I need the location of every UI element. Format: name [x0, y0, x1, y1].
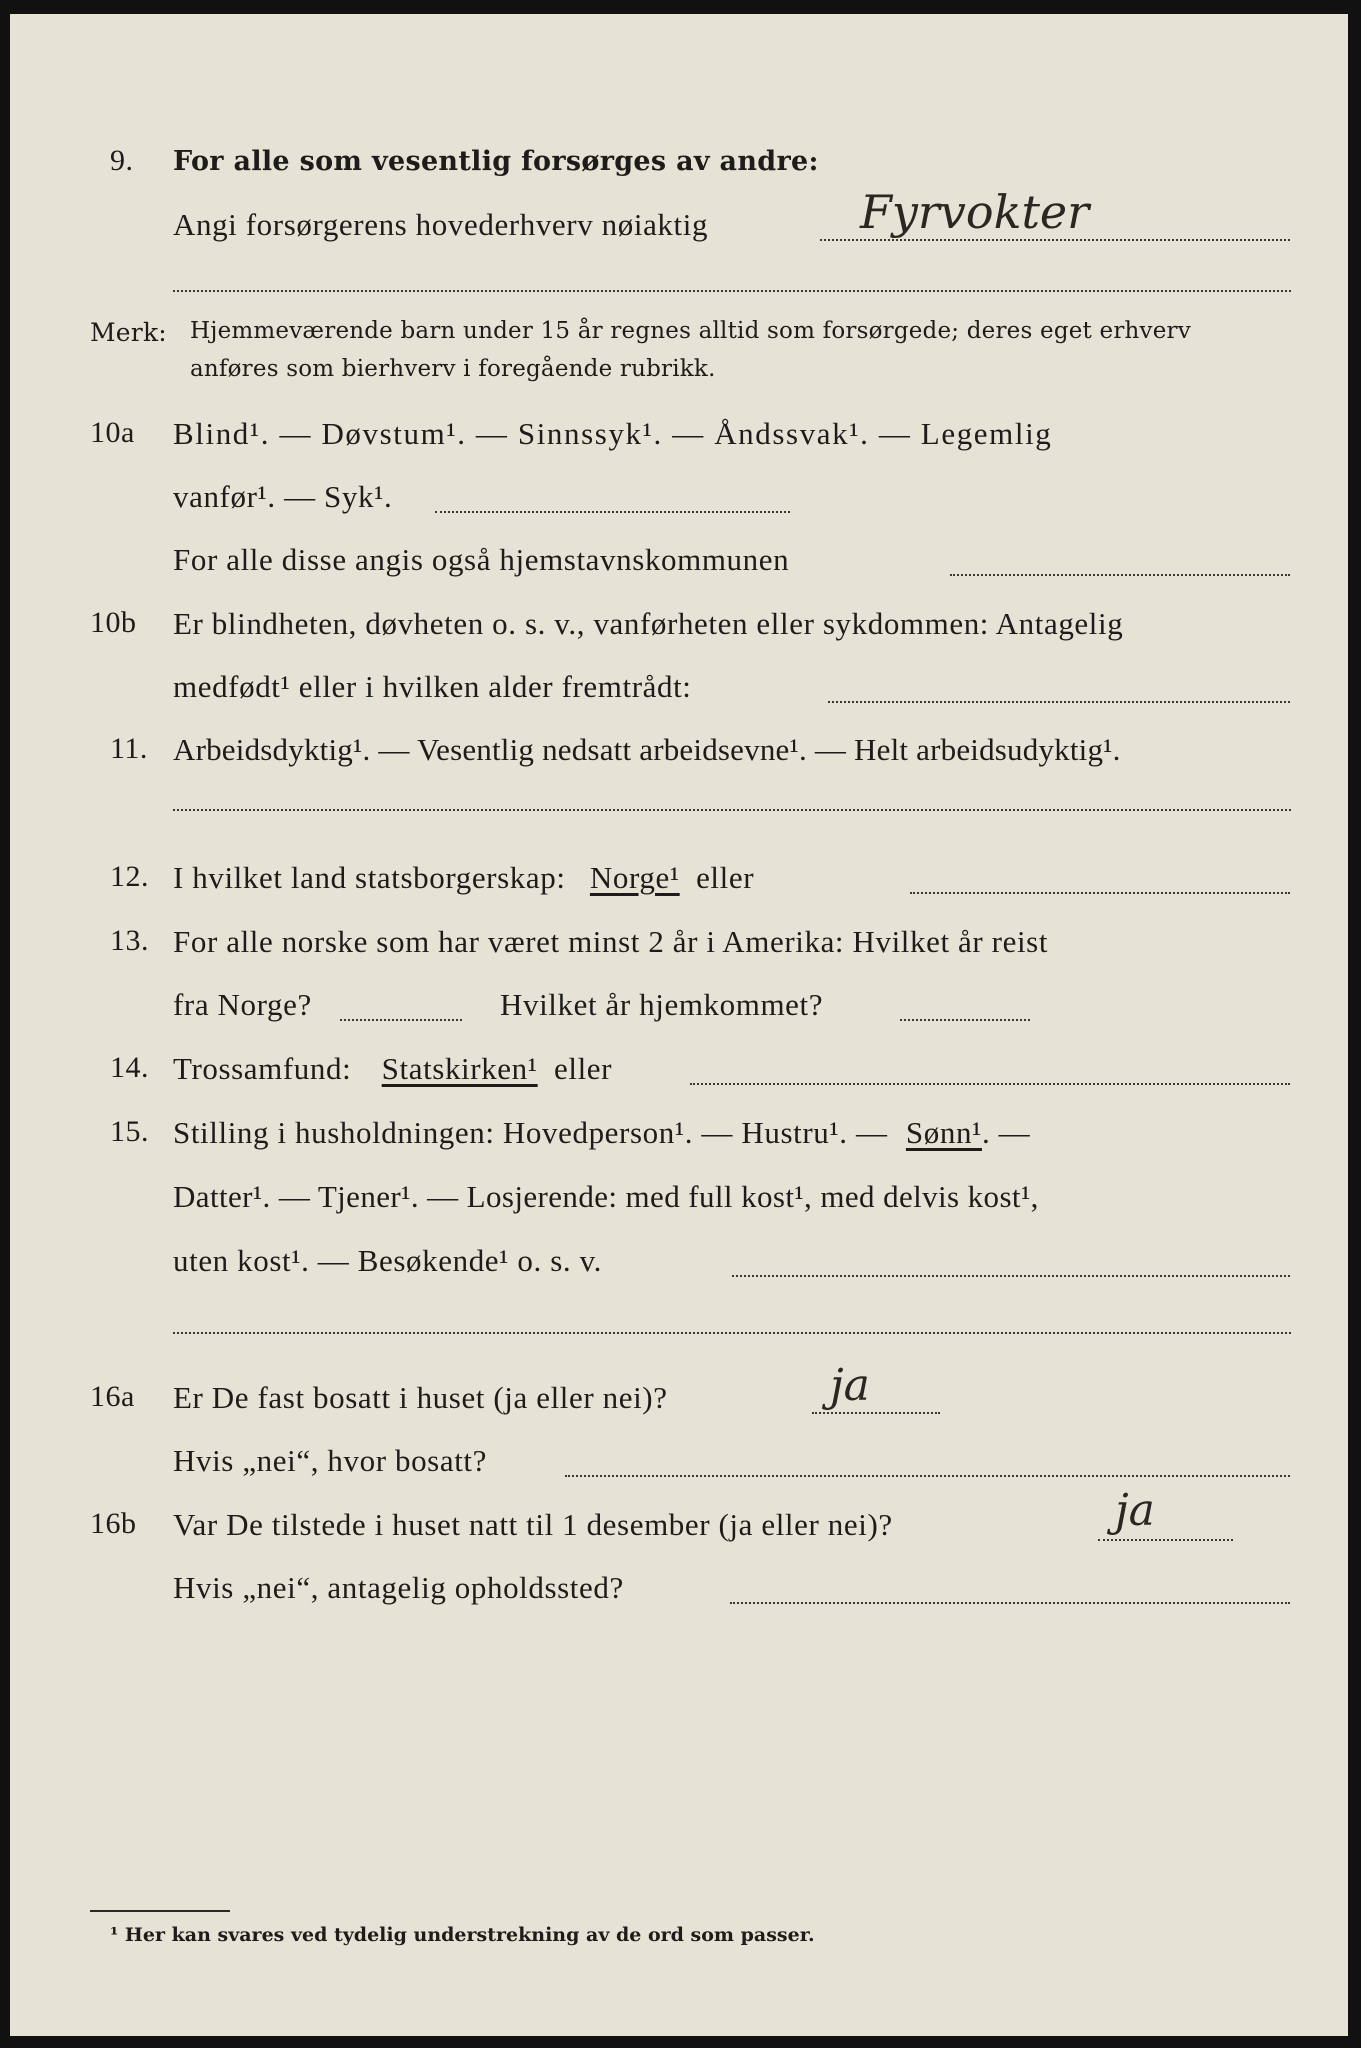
q14-suffix: eller [554, 1051, 613, 1086]
q10b-line2 [10, 659, 1348, 715]
q15-extra-line[interactable] [173, 1332, 1291, 1334]
q14-line [10, 1041, 1348, 1097]
q13-line2 [10, 977, 1348, 1033]
q15-line3 [10, 1233, 1348, 1289]
q13-right-prompt: Hvilket år hjemkommet? [500, 987, 824, 1022]
q16a-number: 16a [90, 1380, 135, 1413]
q16a-line1 [10, 1360, 1348, 1426]
q13-year-returned-line[interactable] [900, 1019, 1030, 1021]
q11-number: 11. [110, 732, 148, 765]
q16b-line1 [10, 1485, 1348, 1553]
q9-answer-handwritten: Fyrvokter [860, 185, 1090, 239]
q15-option-sonn[interactable]: Sønn¹ [905, 1115, 982, 1150]
q16b-line2 [10, 1560, 1348, 1616]
merk-label: Merk: [90, 318, 167, 347]
q11-extra-line[interactable] [173, 809, 1291, 811]
q10a-number: 10a [90, 416, 135, 449]
q10a-line2 [10, 469, 1348, 525]
q9-number: 9. [110, 144, 134, 177]
q11-line1 [10, 722, 1348, 778]
footnote: ¹ Her kan svares ved tydelig understrekning av de ord som passer. [110, 1924, 815, 1946]
merk-text-2: anføres som bierhverv i foregående rubrikk. [190, 356, 716, 382]
q15-options-1c: . — [981, 1115, 1031, 1150]
q12-line [10, 850, 1348, 906]
q10a-options-2: vanfør¹. — Syk¹. [173, 479, 393, 514]
q10a-line3 [10, 532, 1348, 588]
q15-options-2: Datter¹. — Tjener¹. — Losjerende: med full kost¹, med delvis kost¹, [173, 1179, 1039, 1214]
q12-prompt [173, 860, 754, 896]
q10b-prompt: medfødt¹ eller i hvilken alder fremtrådt: [173, 669, 692, 704]
q10b-question: Er blindheten, døvheten o. s. v., vanførheten eller sykdommen: Antagelig [173, 606, 1124, 641]
q14-prompt [173, 1051, 612, 1087]
merk-line2 [10, 346, 1348, 402]
q16a-answer-handwritten: ja [830, 1360, 870, 1411]
q14-option-statskirken[interactable]: Statskirken¹ [381, 1051, 538, 1086]
q9-extra-line[interactable] [173, 290, 1291, 292]
q12-number: 12. [110, 860, 149, 893]
q16b-followup: Hvis „nei“, antagelig opholdssted? [173, 1570, 624, 1605]
q16b-answer-line[interactable] [1098, 1539, 1233, 1541]
q12-other-country-line[interactable] [910, 892, 1290, 894]
q15-options-1a: Stilling i husholdningen: Hovedperson¹. — Hustru¹. — [173, 1115, 888, 1150]
q10a-sick-line[interactable] [435, 511, 790, 513]
q11-options: Arbeidsdyktig¹. — Vesentlig nedsatt arbeidsevne¹. — Helt arbeidsudyktig¹. [173, 732, 1121, 767]
q15-line1 [10, 1105, 1348, 1161]
q16a-question: Er De fast bosatt i huset (ja eller nei)? [173, 1380, 668, 1415]
q10b-answer-line[interactable] [828, 701, 1290, 703]
q16a-followup: Hvis „nei“, hvor bosatt? [173, 1443, 487, 1478]
q13-left-prompt: fra Norge? [173, 987, 312, 1022]
q10b-number: 10b [90, 606, 137, 639]
q16a-line2 [10, 1433, 1348, 1489]
q13-line1 [10, 914, 1348, 970]
q10a-options-1: Blind¹. — Døvstum¹. — Sinnssyk¹. — Åndssvak¹. — Legemlig [173, 416, 1053, 451]
q12-option-norge[interactable]: Norge¹ [589, 860, 680, 895]
q12-suffix: eller [696, 860, 755, 895]
q10a-hometown-prompt: For alle disse angis også hjemstavnskommunen [173, 542, 790, 577]
q9-heading: For alle som vesentlig forsørges av andre: [173, 146, 819, 177]
q16a-location-line[interactable] [565, 1475, 1290, 1477]
q15-options-1 [173, 1115, 1030, 1151]
merk-text-1: Hjemmeværende barn under 15 år regnes alltid som forsørgede; deres eget erhverv [190, 318, 1191, 344]
q9-line2 [10, 185, 1348, 253]
q13-question: For alle norske som har været minst 2 år i Amerika: Hvilket år reist [173, 924, 1049, 959]
census-form-page [10, 14, 1348, 2036]
q10a-hometown-line[interactable] [950, 574, 1290, 576]
q13-number: 13. [110, 924, 149, 957]
q16b-question: Var De tilstede i huset natt til 1 desember (ja eller nei)? [173, 1507, 893, 1542]
q14-number: 14. [110, 1051, 149, 1084]
q16b-number: 16b [90, 1507, 137, 1540]
q14-other-line[interactable] [690, 1083, 1290, 1085]
q15-number: 15. [110, 1115, 149, 1148]
q9-prompt: Angi forsørgerens hovederhverv nøiaktig [173, 207, 709, 242]
q13-year-left-line[interactable] [340, 1019, 462, 1021]
q16b-location-line[interactable] [730, 1602, 1290, 1604]
q10b-line1 [10, 596, 1348, 652]
q16b-answer-handwritten: ja [1115, 1485, 1155, 1536]
q10a-line1 [10, 406, 1348, 462]
q16a-answer-line[interactable] [812, 1412, 940, 1414]
q9-answer-line[interactable] [820, 239, 1290, 241]
footnote-rule [90, 1910, 230, 1912]
q12-question: I hvilket land statsborgerskap: [173, 860, 566, 895]
q15-line2 [10, 1169, 1348, 1225]
q14-question: Trossamfund: [173, 1051, 352, 1086]
q9-line1 [10, 134, 1348, 190]
q15-other-line[interactable] [732, 1275, 1290, 1277]
q15-options-3: uten kost¹. — Besøkende¹ o. s. v. [173, 1243, 603, 1278]
